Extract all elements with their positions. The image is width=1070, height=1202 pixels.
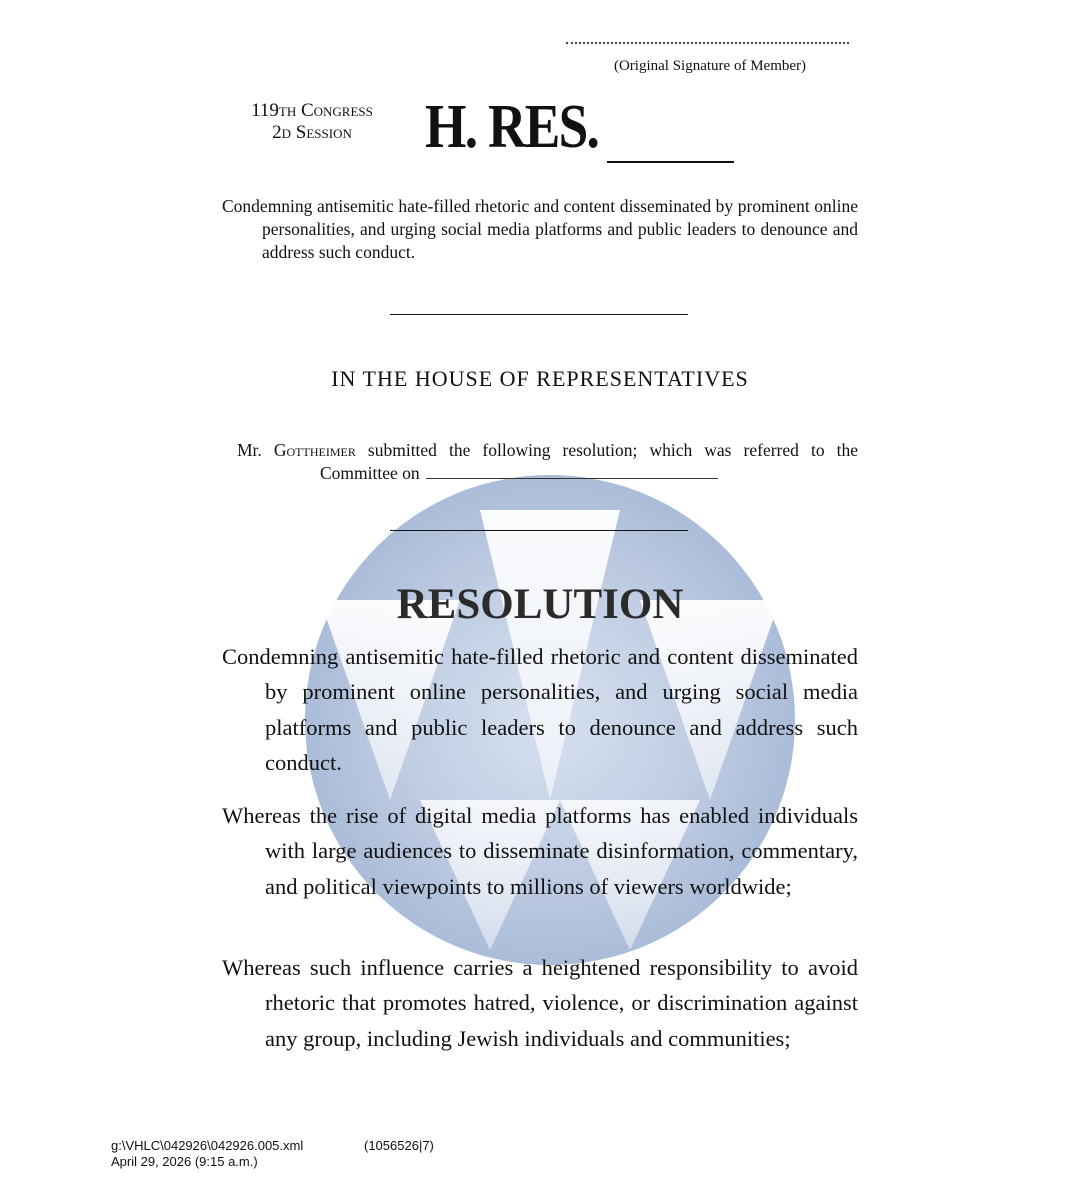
footer-doc-number: (1056526|7) — [364, 1138, 434, 1153]
footer-date: April 29, 2026 (9:15 a.m.) — [111, 1154, 258, 1169]
member-name: Gottheimer — [273, 440, 356, 460]
committee-blank — [426, 478, 718, 479]
bill-number-blank — [607, 161, 734, 163]
divider-top — [390, 314, 688, 315]
signature-line — [566, 30, 849, 44]
congress-session-block — [222, 100, 402, 144]
summary-paragraph: Condemning antisemitic hate-filled rhetoric and content disseminated by prominent online personalities, and urging social media platforms and public leaders to denounce and address such conduct. — [222, 196, 858, 262]
bill-type-heading: H. RES. — [425, 93, 599, 161]
introduction-text: submitted the following resolution; which was referred to the Committee on — [320, 440, 859, 483]
member-title: Mr. — [237, 440, 262, 460]
footer-file-info — [111, 1138, 303, 1170]
footer-file-path: g:\VHLC\042926\042926.005.xml — [111, 1138, 304, 1153]
session-label: 2d Session — [272, 122, 352, 143]
congress-label: 119th Congress — [251, 100, 373, 121]
signature-caption: (Original Signature of Member) — [613, 58, 807, 74]
introduction-paragraph — [222, 439, 858, 485]
whereas-clause-1: Whereas the rise of digital media platforms has enabled individuals with large audiences to disseminate disinformation, commentary, and political viewpoints to millions of viewers worldwide; — [222, 803, 858, 899]
resolution-heading: RESOLUTION — [396, 581, 684, 628]
divider-bottom — [390, 530, 688, 531]
chamber-heading: IN THE HOUSE OF REPRESENTATIVES — [331, 366, 749, 391]
whereas-clause-2: Whereas such influence carries a heightened responsibility to avoid rhetoric that promotes hatred, violence, or discrimination against any group, including Jewish individuals and communities; — [222, 955, 858, 1051]
resolution-title-paragraph: Condemning antisemitic hate-filled rhetoric and content disseminated by prominent online personalities, and urging social media platforms and public leaders to denounce and address such conduct. — [222, 644, 858, 775]
